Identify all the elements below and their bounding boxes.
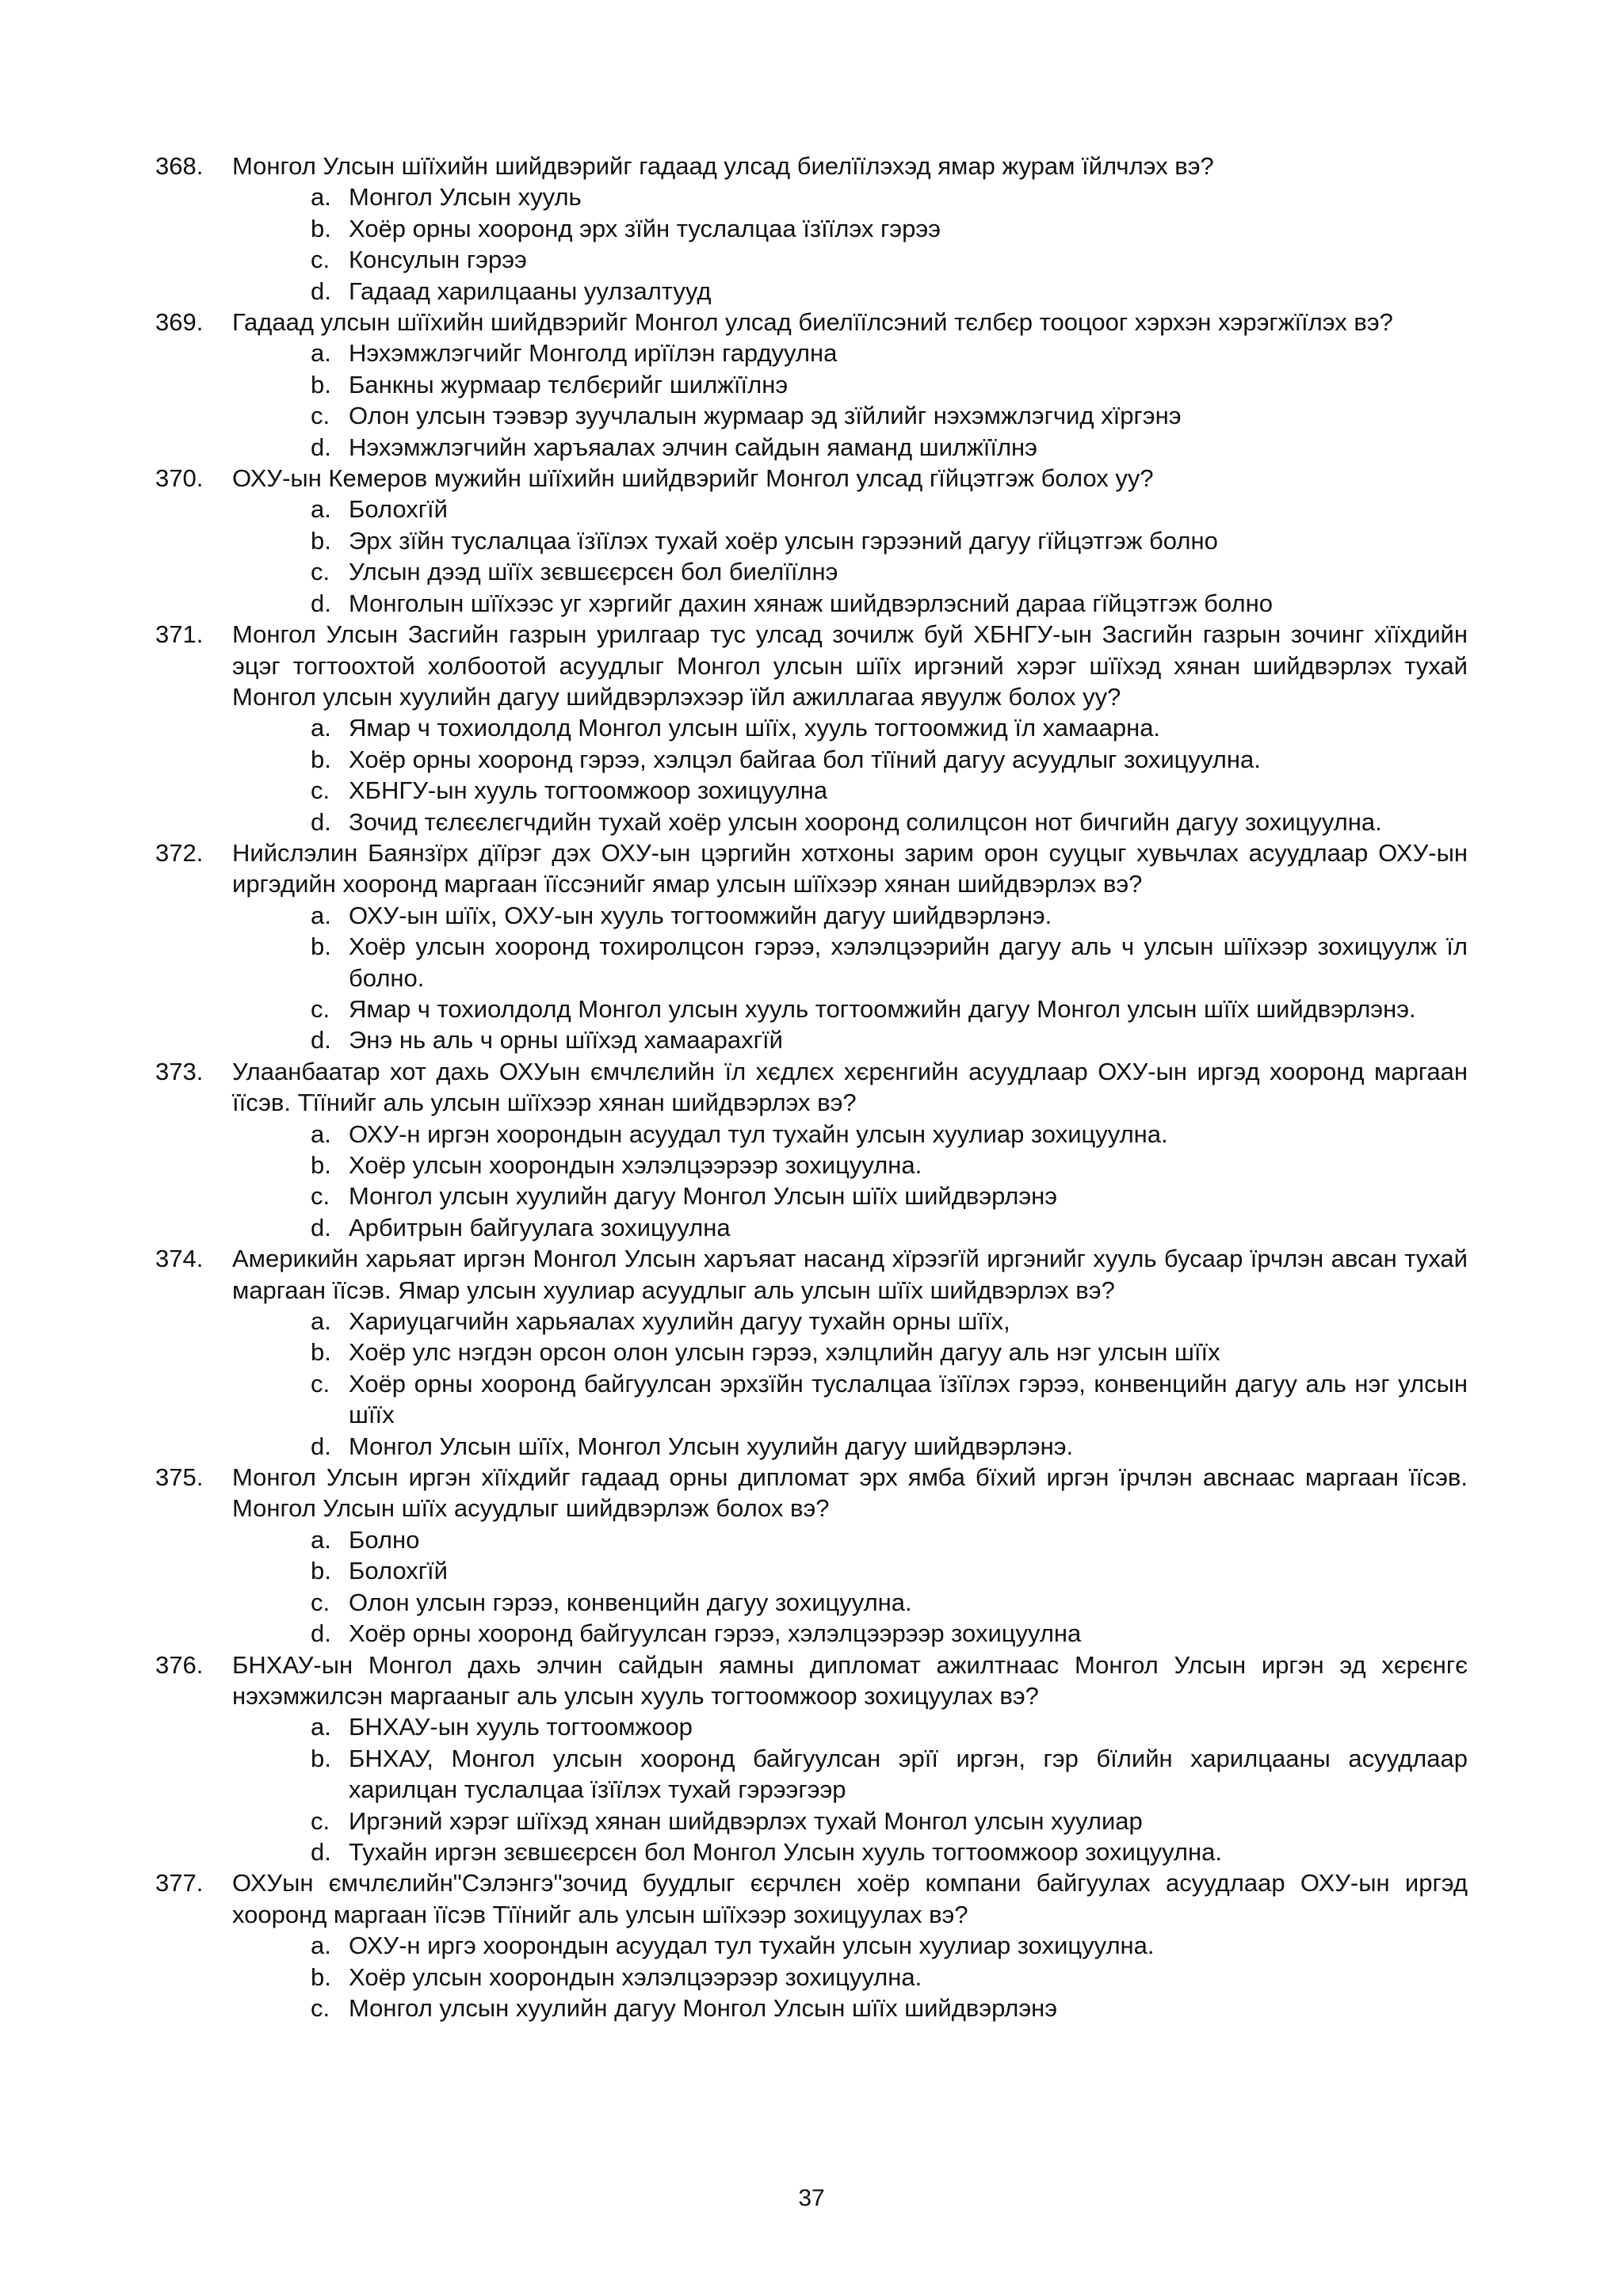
answer-option	[155, 1836, 1468, 1867]
question-item	[155, 1650, 1468, 1868]
option-letter: a.	[311, 1307, 331, 1336]
question-text: Гадаад улсын шїїхийн шийдвэрийг Монгол улсад биелїїлсэний тєлбєр тооцоог хэрхэн хэрэгжїїлэх вэ?	[232, 308, 1393, 337]
question-number: 377.	[155, 1869, 204, 1897]
option-text: ХБНГУ-ын хууль тогтоомжоор зохицуулна	[349, 776, 828, 805]
option-text: Болохгїй	[349, 495, 448, 524]
answer-option	[155, 1306, 1468, 1337]
option-letter: c.	[311, 1369, 330, 1398]
answer-options	[155, 1524, 1468, 1650]
question-number: 374.	[155, 1245, 204, 1273]
answer-option	[155, 276, 1468, 307]
option-text: ОХУ-н иргэ хоорондын асуудал тул тухайн улсын хуулиар зохицуулна.	[349, 1932, 1155, 1960]
option-text: Хоёр орны хооронд гэрээ, хэлцэл байгаа бол тїїний дагуу асуудлыг зохицуулна.	[349, 745, 1261, 773]
option-text: Банкны журмаар тєлбєрийг шилжїїлнэ	[349, 370, 789, 399]
question-text: Монгол Улсын Засгийн газрын урилгаар тус улсад зочилж буй ХБНГУ-ын Засгийн газрын зочинг хїїхдийн эцэг тогтоохтой холбоотой асуудлыг Монгол улсын шїїх иргэний хэрэг шїїхэд хянан шийдвэрлэх тухай Монгол улсын хуулийн дагуу шийдвэрлэхээр їйл ажиллагаа явуулж болох уу?	[232, 620, 1468, 711]
question-item	[155, 1056, 1468, 1243]
answer-options	[155, 338, 1468, 463]
question-header	[155, 463, 1468, 494]
question-number: 370.	[155, 464, 204, 493]
option-text: Монгол улсын хуулийн дагуу Монгол Улсын шїїх шийдвэрлэнэ	[349, 1182, 1058, 1211]
option-text: Хоёр улсын хоорондын хэлэлцээрээр зохицуулна.	[349, 1151, 922, 1179]
answer-option	[155, 494, 1468, 524]
option-text: Зочид тєлєєлєгчдийн тухай хоёр улсын хооронд солилцсон нот бичгийн дагуу зохицуулна.	[349, 807, 1382, 836]
question-text: Монгол Улсын иргэн хїїхдийг гадаад орны дипломат эрх ямба бїхий иргэн їрчлэн авснаас маргаан їїсэв. Монгол Улсын шїїх асуудлыг шийдвэрлэж болох вэ?	[232, 1463, 1468, 1523]
question-number: 375.	[155, 1463, 204, 1492]
question-text: Монгол Улсын шїїхийн шийдвэрийг гадаад улсад биелїїлэхэд ямар журам їйлчлэх вэ?	[232, 152, 1214, 180]
question-item	[155, 1462, 1468, 1649]
option-text: Монгол Улсын хууль	[349, 183, 582, 212]
question-item	[155, 151, 1468, 307]
answer-option	[155, 994, 1468, 1024]
answer-option	[155, 181, 1468, 212]
question-number: 368.	[155, 152, 204, 180]
answer-option	[155, 338, 1468, 368]
question-text: ОХУын ємчлєлийн"Сэлэнгэ"зочид буудлыг єєрчлєн хоёр компани байгуулах асуудлаар ОХУ-ын иргэд хооронд маргаан їїсэв Тїїнийг аль улсын шїїхээр зохицуулах вэ?	[232, 1869, 1468, 1928]
option-text: Болно	[349, 1525, 420, 1554]
option-text: Иргэний хэрэг шїїхэд хянан шийдвэрлэх тухай Монгол улсын хуулиар	[349, 1806, 1143, 1835]
option-text: БНХАУ, Монгол улсын хооронд байгуулсан эрїї иргэн, гэр бїлийн харилцааны асуудлаар харилцан туслалцаа їзїїлэх тухай гэрээгээр	[349, 1744, 1468, 1804]
answer-option	[155, 1587, 1468, 1618]
option-letter: a.	[311, 1932, 331, 1960]
option-letter: b.	[311, 933, 331, 961]
answer-option	[155, 400, 1468, 431]
option-text: Улсын дээд шїїх зєвшєєрсєн бол биелїїлнэ	[349, 558, 838, 586]
option-letter: d.	[311, 1213, 331, 1241]
question-item	[155, 1243, 1468, 1462]
option-text: Хоёр орны хооронд байгуулсан гэрээ, хэлэлцээрээр зохицуулна	[349, 1619, 1082, 1648]
answer-options	[155, 712, 1468, 837]
answer-options	[155, 1119, 1468, 1244]
answer-option	[155, 900, 1468, 931]
answer-option	[155, 244, 1468, 275]
option-letter: b.	[311, 1557, 331, 1585]
question-number: 372.	[155, 838, 204, 867]
answer-option	[155, 712, 1468, 743]
option-letter: c.	[311, 558, 330, 586]
answer-option	[155, 1711, 1468, 1742]
answer-option	[155, 807, 1468, 837]
option-text: Консулын гэрээ	[349, 246, 527, 274]
question-header	[155, 1462, 1468, 1524]
answer-option	[155, 588, 1468, 619]
answer-option	[155, 1618, 1468, 1649]
option-text: ОХУ-н иргэн хоорондын асуудал тул тухайн улсын хуулиар зохицуулна.	[349, 1119, 1168, 1148]
option-text: Хоёр орны хооронд байгуулсан эрхзїйн туслалцаа їзїїлэх гэрээ, конвенцийн дагуу аль нэг улсын шїїх	[349, 1369, 1468, 1429]
question-item	[155, 619, 1468, 837]
option-text: Гадаад харилцааны уулзалтууд	[349, 277, 712, 305]
option-letter: b.	[311, 1151, 331, 1179]
question-header	[155, 837, 1468, 900]
answer-option	[155, 1743, 1468, 1806]
option-letter: b.	[311, 1962, 331, 1991]
option-text: БНХАУ-ын хууль тогтоомжоор	[349, 1713, 693, 1741]
option-letter: c.	[311, 776, 330, 805]
option-letter: a.	[311, 1713, 331, 1741]
question-text: ОХУ-ын Кемеров мужийн шїїхийн шийдвэрийг Монгол улсад гїйцэтгэж болох уу?	[232, 464, 1154, 493]
option-letter: a.	[311, 495, 331, 524]
option-letter: d.	[311, 1432, 331, 1460]
answer-option	[155, 1431, 1468, 1462]
option-text: Монголын шїїхээс уг хэргийг дахин хянаж шийдвэрлэсний дараа гїйцэтгэж болно	[349, 589, 1273, 617]
question-header	[155, 1243, 1468, 1306]
option-text: Нэхэмжлэгчийн харъяалах элчин сайдын яаманд шилжїїлнэ	[349, 433, 1037, 461]
answer-option	[155, 556, 1468, 587]
answer-options	[155, 900, 1468, 1056]
option-text: Арбитрын байгуулага зохицуулна	[349, 1213, 731, 1241]
answer-options	[155, 1306, 1468, 1462]
question-header	[155, 1867, 1468, 1930]
option-letter: d.	[311, 1619, 331, 1648]
question-number: 371.	[155, 620, 204, 649]
option-letter: c.	[311, 1806, 330, 1835]
page-number: 37	[798, 2185, 825, 2211]
question-number: 376.	[155, 1650, 204, 1679]
option-text: Ямар ч тохиолдолд Монгол улсын шїїх, хууль тогтоомжид їл хамаарна.	[349, 714, 1161, 742]
option-text: Нэхэмжлэгчийг Монголд ирїїлэн гардуулна	[349, 339, 838, 368]
option-text: Монгол улсын хуулийн дагуу Монгол Улсын шїїх шийдвэрлэнэ	[349, 1993, 1058, 2022]
answer-option	[155, 1368, 1468, 1431]
answer-option	[155, 931, 1468, 994]
answer-option	[155, 369, 1468, 400]
option-letter: c.	[311, 402, 330, 430]
answer-option	[155, 775, 1468, 806]
option-text: Олон улсын гэрээ, конвенцийн дагуу зохицуулна.	[349, 1588, 912, 1616]
option-text: Хоёр улс нэгдэн орсон олон улсын гэрээ, хэлцлийн дагуу аль нэг улсын шїїх	[349, 1338, 1220, 1367]
answer-option	[155, 1212, 1468, 1243]
answer-options	[155, 1711, 1468, 1867]
question-item	[155, 307, 1468, 463]
answer-option	[155, 1150, 1468, 1180]
option-letter: c.	[311, 1993, 330, 2022]
answer-option	[155, 1337, 1468, 1367]
option-text: Тухайн иргэн зєвшєєрсєн бол Монгол Улсын хууль тогтоомжоор зохицуулна.	[349, 1837, 1222, 1866]
question-text: Америкийн харьяат иргэн Монгол Улсын харъяат насанд хїрээгїй иргэнийг хууль бусаар їрчлэн авсан тухай маргаан їїсэв. Ямар улсын хуулиар асуудлыг аль улсын шїїх шийдвэрлэх вэ?	[232, 1245, 1468, 1304]
answer-option	[155, 1930, 1468, 1961]
question-text: БНХАУ-ын Монгол дахь элчин сайдын яамны дипломат ажилтнаас Монгол Улсын иргэн эд хєрєнгє нэхэмжилсэн маргааныг аль улсын хууль тогтоомжоор зохицуулах вэ?	[232, 1650, 1468, 1710]
option-letter: a.	[311, 1119, 331, 1148]
option-letter: d.	[311, 277, 331, 305]
question-item	[155, 1867, 1468, 2023]
option-letter: a.	[311, 183, 331, 212]
option-letter: b.	[311, 214, 331, 242]
option-letter: b.	[311, 1744, 331, 1772]
question-item	[155, 837, 1468, 1056]
question-header	[155, 307, 1468, 338]
question-number: 369.	[155, 308, 204, 337]
answer-option	[155, 1806, 1468, 1836]
question-header	[155, 1056, 1468, 1119]
option-text: Хоёр орны хооронд эрх зїйн туслалцаа їзїїлэх гэрээ	[349, 214, 941, 242]
question-list	[155, 151, 1468, 2023]
question-header	[155, 619, 1468, 712]
question-text: Нийслэлин Баянзїрх дїїрэг дэх ОХУ-ын цэргийн хотхоны зарим орон сууцыг хувьчлах асуудлаар ОХУ-ын иргэдийн хооронд маргаан їїссэнийг ямар улсын шїїхээр хянан шийдвэрлэх вэ?	[232, 838, 1468, 898]
option-text: Олон улсын тээвэр зуучлалын журмаар эд зїйлийг нэхэмжлэгчид хїргэнэ	[349, 402, 1182, 430]
option-letter: c.	[311, 994, 330, 1023]
option-text: Болохгїй	[349, 1557, 448, 1585]
answer-options	[155, 494, 1468, 619]
option-text: Ямар ч тохиолдолд Монгол улсын хууль тогтоомжийн дагуу Монгол улсын шїїх шийдвэрлэнэ.	[349, 994, 1416, 1023]
option-letter: b.	[311, 1338, 331, 1367]
answer-option	[155, 1962, 1468, 1993]
option-text: Эрх зїйн туслалцаа їзїїлэх тухай хоёр улсын гэрээний дагуу гїйцэтгэж болно	[349, 526, 1218, 555]
option-letter: a.	[311, 714, 331, 742]
option-letter: c.	[311, 246, 330, 274]
answer-option	[155, 432, 1468, 463]
option-letter: d.	[311, 433, 331, 461]
option-letter: b.	[311, 526, 331, 555]
answer-option	[155, 1524, 1468, 1555]
answer-option	[155, 525, 1468, 556]
option-text: ОХУ-ын шїїх, ОХУ-ын хууль тогтоомжийн дагуу шийдвэрлэнэ.	[349, 901, 1052, 929]
option-letter: a.	[311, 901, 331, 929]
option-letter: b.	[311, 745, 331, 773]
question-header	[155, 1650, 1468, 1712]
answer-options	[155, 181, 1468, 307]
option-letter: d.	[311, 807, 331, 836]
option-text: Хоёр улсын хооронд тохиролцсон гэрээ, хэлэлцээрийн дагуу аль ч улсын шїїхээр зохицуулж їл болно.	[349, 933, 1468, 992]
answer-option	[155, 744, 1468, 775]
option-letter: d.	[311, 1026, 331, 1055]
answer-option	[155, 1555, 1468, 1586]
answer-option	[155, 1024, 1468, 1055]
option-text: Монгол Улсын шїїх, Монгол Улсын хуулийн дагуу шийдвэрлэнэ.	[349, 1432, 1074, 1460]
option-text: Хариуцагчийн харьяалах хуулийн дагуу тухайн орны шїїх,	[349, 1307, 1010, 1336]
option-letter: d.	[311, 1837, 331, 1866]
option-letter: b.	[311, 370, 331, 399]
question-number: 373.	[155, 1057, 204, 1085]
answer-options	[155, 1930, 1468, 2023]
answer-option	[155, 213, 1468, 244]
option-text: Энэ нь аль ч орны шїїхэд хамаарахгїй	[349, 1026, 783, 1055]
question-header	[155, 151, 1468, 181]
option-text: Хоёр улсын хоорондын хэлэлцээрээр зохицуулна.	[349, 1962, 922, 1991]
answer-option	[155, 1119, 1468, 1150]
option-letter: c.	[311, 1588, 330, 1616]
option-letter: c.	[311, 1182, 330, 1211]
question-item	[155, 463, 1468, 619]
question-text: Улаанбаатар хот дахь ОХУын ємчлєлийн їл хєдлєх хєрєнгийн асуудлаар ОХУ-ын иргэд хооронд маргаан їїсэв. Тїїнийг аль улсын шїїхээр хянан шийдвэрлэх вэ?	[232, 1057, 1468, 1117]
answer-option	[155, 1993, 1468, 2023]
option-letter: a.	[311, 339, 331, 368]
option-letter: a.	[311, 1525, 331, 1554]
option-letter: d.	[311, 589, 331, 617]
answer-option	[155, 1180, 1468, 1211]
